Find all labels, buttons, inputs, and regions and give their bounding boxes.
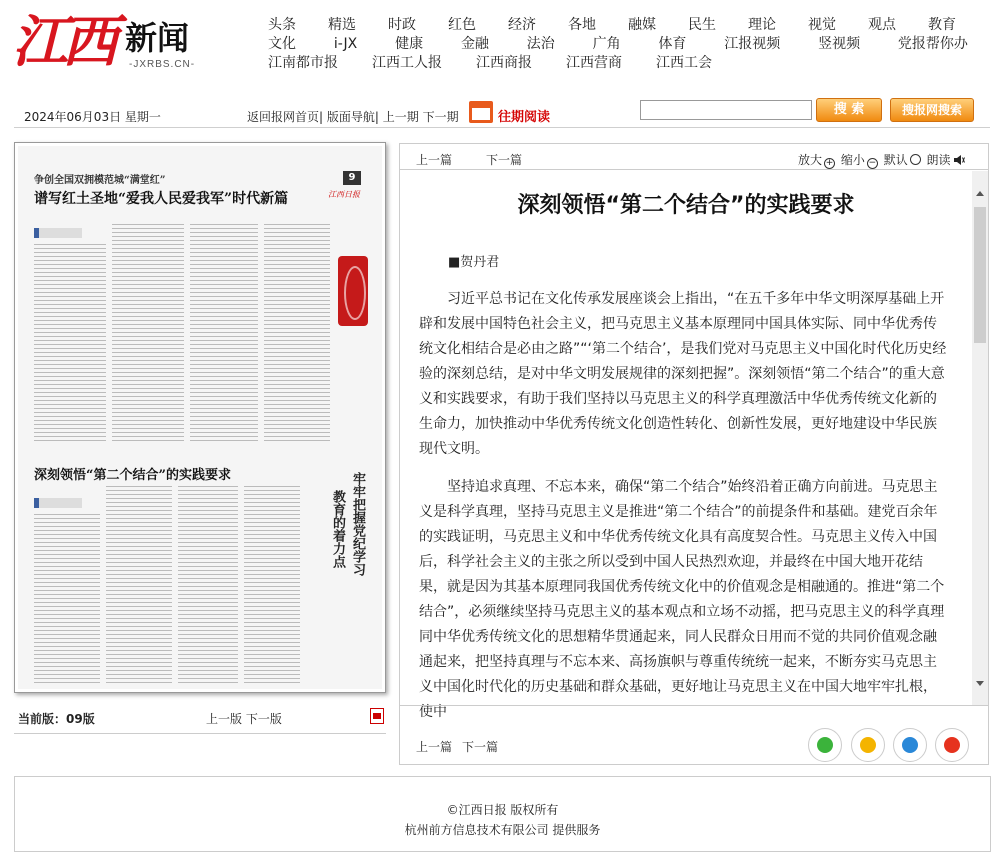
wechat-share-icon[interactable]	[808, 728, 842, 762]
nav-item[interactable]: 江西工人报	[372, 55, 442, 71]
nav-item[interactable]: 竖视频	[818, 36, 861, 52]
circle-icon	[910, 154, 921, 165]
read-aloud-label: 朗读	[926, 153, 951, 167]
prev-article-link[interactable]: 上一篇	[416, 153, 453, 167]
site-footer	[14, 776, 991, 852]
column-seal-logo	[338, 256, 368, 326]
nav-item[interactable]: 金融	[460, 36, 489, 52]
nav-item[interactable]: 江报视频	[724, 36, 781, 52]
next-article-link[interactable]: 下一篇	[486, 153, 523, 167]
text-column[interactable]	[34, 244, 106, 444]
default-label: 默认	[883, 153, 908, 167]
nav-item[interactable]: 法治	[526, 36, 555, 52]
home-link[interactable]: 返回报网首页	[247, 110, 320, 124]
page-footer-nav	[14, 708, 386, 734]
nav-item[interactable]: 经济	[508, 17, 536, 33]
nav-item[interactable]: 各地	[568, 17, 596, 33]
article-author: ■贺丹君	[448, 255, 500, 270]
text-column[interactable]	[178, 486, 238, 684]
article-toolbar	[400, 144, 988, 170]
nav-item[interactable]: 党报帮你办	[897, 36, 968, 52]
nav-row-2	[268, 35, 968, 54]
next-article-link-bottom[interactable]: 下一篇	[462, 740, 499, 754]
text-column[interactable]	[264, 224, 330, 444]
nav-item[interactable]: 体育	[658, 36, 687, 52]
nav-item[interactable]: 江南都市报	[268, 55, 338, 71]
issue-date: 2024年06月03日 星期一	[24, 110, 161, 124]
favorite-star-icon[interactable]	[851, 728, 885, 762]
nav-row-1	[268, 16, 988, 35]
nav-item[interactable]: 时政	[388, 17, 416, 33]
page-nav	[206, 710, 282, 727]
prev-article-link-bottom[interactable]: 上一篇	[416, 740, 453, 754]
nav-item[interactable]: 融媒	[628, 17, 656, 33]
provider-text: 杭州前方信息技术有限公司 提供服务	[404, 823, 601, 837]
text-column[interactable]	[112, 224, 184, 444]
next-issue-link[interactable]: 下一期	[422, 110, 459, 124]
nav-item[interactable]: 红色	[448, 17, 476, 33]
logo-black-text: 新闻	[125, 19, 190, 57]
nav-row-3	[268, 54, 988, 73]
speaker-icon	[953, 154, 965, 166]
pdf-icon[interactable]	[370, 708, 384, 724]
newspaper-page	[18, 146, 382, 689]
article-title: 深刻领悟“第二个结合”的实践要求	[517, 193, 855, 218]
next-page-link[interactable]: 下一版	[245, 712, 282, 726]
article-paragraph: 习近平总书记在文化传承发展座谈会上指出，“在五千多年中华文明深厚基础上开辟和发展中国特色社会主义，把马克思主义基本原理同中国具体实际、同中华优秀传统文化相结合是必由之路”“‘第二个结合’，是我们党对马克思主义中国化时代化历史经验的深刻总结，是对中华文明发展规律的深刻把握”。深刻领悟“第二个结合”的重大意义和实践要求，有助于我们坚持以马克思主义的科学真理激活中华优秀传统文化新的生命力，加快推动中华优秀传统文化创造性转化、创新性发展，更好地建设中华民族现代文明。	[419, 291, 947, 457]
scroll-down-arrow-icon[interactable]	[972, 677, 988, 691]
current-page-label: 当前版：09版	[18, 712, 95, 726]
copyright-text: ©江西日报 版权所有	[446, 803, 559, 817]
web-search-button[interactable]: 搜报网搜索	[890, 98, 974, 122]
newspaper-page-thumbnail[interactable]	[14, 142, 386, 693]
text-column[interactable]	[190, 224, 258, 444]
nav-item[interactable]: 理论	[748, 17, 776, 33]
site-logo[interactable]	[12, 6, 212, 78]
scroll-thumb[interactable]	[974, 207, 986, 343]
nav-item[interactable]: 精选	[328, 17, 356, 33]
default-size-button[interactable]	[884, 153, 923, 167]
page-kicker: 争创全国双拥模范城“满堂红”	[34, 175, 166, 186]
edition-toolbar	[14, 100, 990, 128]
zoom-in-label: 放大	[798, 153, 823, 167]
reading-tools	[798, 151, 965, 169]
zoom-out-button[interactable]	[841, 153, 880, 167]
prev-issue-link[interactable]: 上一期	[382, 110, 419, 124]
nav-item[interactable]: 民生	[688, 17, 716, 33]
search-input[interactable]	[640, 100, 812, 120]
weibo-share-icon[interactable]	[935, 728, 969, 762]
search-button[interactable]: 搜 索	[816, 98, 882, 122]
nav-item[interactable]: 江西营商	[566, 55, 622, 71]
text-column[interactable]	[106, 486, 172, 684]
edition-links: 返回报网首页| 版面导航| 上一期 下一期	[247, 110, 459, 124]
page-brand: 江西日报	[328, 190, 360, 199]
zoom-in-button[interactable]	[798, 153, 837, 167]
page-nav-link[interactable]: 版面导航	[326, 110, 375, 124]
nav-item[interactable]: 观点	[868, 17, 896, 33]
article-content	[400, 171, 988, 720]
nav-item[interactable]: 健康	[395, 36, 424, 52]
read-aloud-button[interactable]	[927, 153, 965, 167]
scroll-up-arrow-icon[interactable]	[972, 187, 988, 201]
nav-item[interactable]: i-JX	[333, 36, 358, 52]
nav-item[interactable]: 江西工会	[656, 55, 712, 71]
header	[0, 0, 1004, 92]
logo-sub-text: -JXRBS.CN-	[129, 59, 196, 70]
page-headline[interactable]: 谱写红土圣地“爱我人民爱我军”时代新篇	[34, 191, 289, 207]
qq-share-icon[interactable]	[893, 728, 927, 762]
text-column[interactable]	[244, 486, 300, 684]
main-nav	[268, 16, 988, 73]
article-paragraph: 坚持追求真理、不忘本来，确保“第二个结合”始终沿着正确方向前进。马克思主义是科学真理，坚持马克思主义是推进“第二个结合”的前提条件和基础。建党百余年的实践证明，马克思主义和中华优秀传统文化具有高度契合性。马克思主义传入中国后，科学社会主义的主张之所以受到中国人民热烈欢迎，并最终在中国大地开花结果，就是因为其基本原理同我国优秀传统文化中的价值观念是相融通的。推进“第二个结合”，必须继续坚持马克思主义的基本观点和立场不动摇，把马克思主义的科学真理同中华优秀传统文化的思想精华贯通起来，同人民群众日用而不觉的共同价值观念融通起来，把坚持真理与不忘本来、高扬旗帜与尊重传统统一起来，不断夯实马克思主义中国化时代化的历史基础和群众基础，更好地让马克思主义在中国大地牢牢扎根，使中	[419, 479, 945, 720]
nav-item[interactable]: 头条	[268, 17, 296, 33]
section-tag	[34, 228, 82, 238]
article-body	[419, 287, 949, 738]
past-reading-link[interactable]: 往期阅读	[498, 110, 551, 125]
plus-icon: +	[825, 158, 834, 168]
nav-item[interactable]: 广角	[592, 36, 621, 52]
vertical-headline-2[interactable]: 教育的着力点	[330, 490, 345, 568]
calendar-icon[interactable]	[469, 101, 493, 123]
nav-item[interactable]: 教育	[928, 17, 956, 33]
vertical-headline-1[interactable]: 牢牢把握党纪学习	[350, 472, 365, 576]
nav-item[interactable]: 文化	[268, 36, 296, 52]
nav-item[interactable]: 视觉	[808, 17, 836, 33]
article-footer	[400, 705, 988, 764]
page-number-badge: 9	[343, 171, 361, 185]
nav-item[interactable]: 江西商报	[476, 55, 532, 71]
text-column[interactable]	[34, 514, 100, 684]
minus-icon: −	[868, 158, 877, 168]
article-scrollbar[interactable]	[972, 171, 988, 705]
zoom-out-label: 缩小	[840, 153, 865, 167]
logo-red-text: 江西	[12, 9, 112, 75]
article-headline-link[interactable]: 深刻领悟“第二个结合”的实践要求	[34, 468, 231, 483]
prev-page-link[interactable]: 上一版	[206, 712, 243, 726]
section-tag	[34, 498, 82, 508]
article-panel	[399, 143, 989, 765]
